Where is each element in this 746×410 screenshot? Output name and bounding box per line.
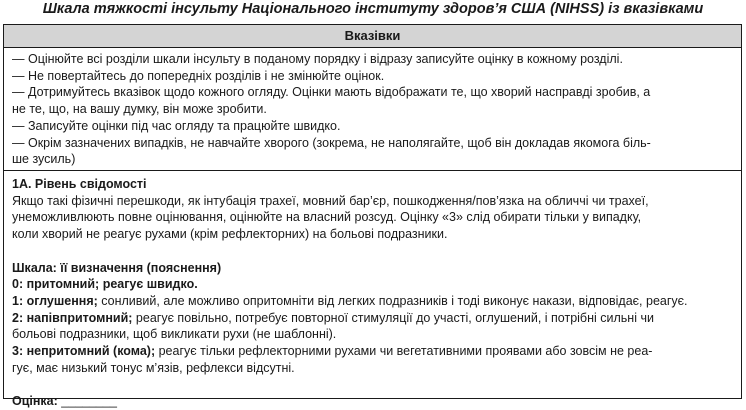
document-title: Шкала тяжкості інсульту Національного інституту здоров’я США (NIHSS) із вказівками xyxy=(42,1,704,17)
score-label: 0: притомний; xyxy=(12,277,100,292)
instruction-line: — Не повертайтесь до попередніх розділів і не змінюйте оцінок. xyxy=(12,68,385,83)
item-description-line: Якщо такі фізичні перешкоди, як інтубація трахеї, мовний бар’єр, пошкодження/пов’язка на обличчі чи трахеї, xyxy=(12,193,649,208)
score-text: сонливий, але можливо опритомніти від легких подразників і тоді виконує накази, відповідає, реагує. xyxy=(97,293,688,308)
item-heading: 1А. Рівень свідомості xyxy=(12,177,147,191)
score-option-1 xyxy=(12,293,733,310)
instruction-line: — Записуйте оцінки під час огляду та працюйте швидко. xyxy=(12,118,341,133)
score-label: 1: оглушення; xyxy=(12,293,98,308)
score-option-0 xyxy=(12,276,733,293)
score-label: 3: непритомний (кома); xyxy=(12,344,156,359)
score-option-2-continued: больові подразники, щоб викликати рухи (не шаблонні). xyxy=(12,327,337,342)
instruction-line: ше зусиль) xyxy=(12,152,76,167)
score-text: реагує швидко. xyxy=(99,277,198,292)
score-entry xyxy=(12,393,733,410)
score-text: реагує повільно, потребує повторної стимуляції до участі, оглушений, і потрібні сильні чи xyxy=(132,310,654,325)
instruction-line: — Окрім зазначених випадків, не навчайте хворого (зокрема, не наполягайте, щоб він докладав якомога біль- xyxy=(12,135,651,150)
scale-heading: Шкала: її визначення (пояснення) xyxy=(12,260,222,275)
score-entry-label: Оцінка: xyxy=(12,394,58,409)
score-label: 2: напівпритомний; xyxy=(12,310,133,325)
instructions-section xyxy=(4,48,741,171)
score-text: реагує тільки рефлекторними рухами чи вегетативними проявами або зовсім не реа- xyxy=(155,344,653,359)
score-option-2 xyxy=(12,310,733,327)
item-description-line: унеможливлюють повне оцінювання, оцінюйте на власний розсуд. Оцінку «3» слід обирати тільки у випадку, xyxy=(12,210,642,225)
spacer xyxy=(12,243,733,260)
instructions-header: Вказівки xyxy=(4,25,741,48)
instruction-line: — Оцінюйте всі розділи шкали інсульту в поданому порядку і відразу записуйте оцінку в кожному розділі. xyxy=(12,52,623,66)
score-option-3 xyxy=(12,343,733,360)
instruction-line: — Дотримуйтесь вказівок щодо кожного огляду. Оцінки мають відображати те, що хворий насправді зробив, а xyxy=(12,85,651,100)
score-option-3-continued: гує, має низький тонус м’язів, рефлекси відсутні. xyxy=(12,360,295,375)
instruction-line: не те, що, на вашу думку, він може зробити. xyxy=(12,102,267,117)
nihss-table xyxy=(3,24,742,409)
item-1a-section xyxy=(4,171,741,410)
score-entry-field[interactable]: ________ xyxy=(57,394,117,409)
item-description-line: коли хворий не реагує рухами (крім рефлекторних) на больові подразники. xyxy=(12,227,448,242)
spacer xyxy=(12,376,733,393)
